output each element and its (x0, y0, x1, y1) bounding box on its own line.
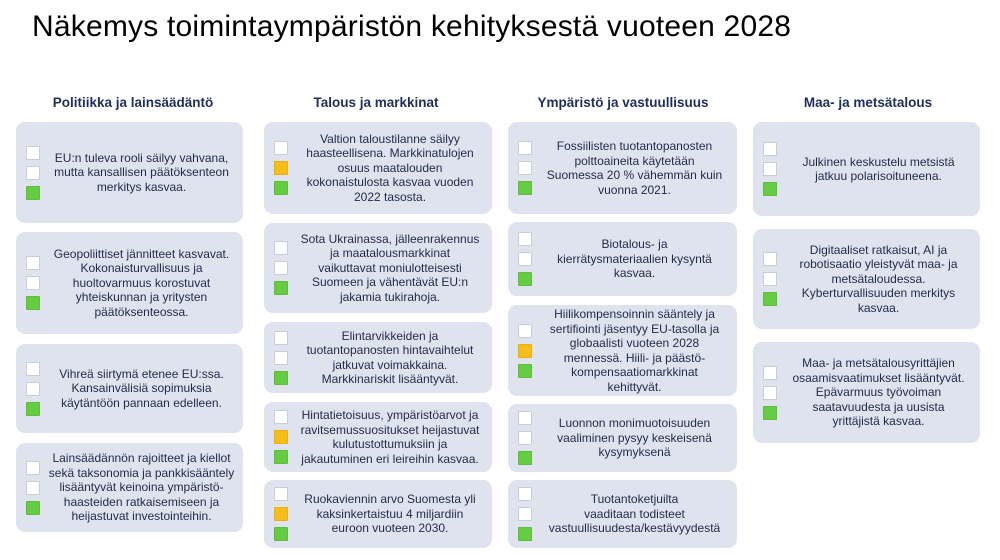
indicator-orange (274, 430, 288, 444)
statement-card (16, 122, 243, 223)
indicator-green (26, 402, 40, 416)
statement-line: globaalisti vuoteen 2028 (569, 336, 700, 350)
indicator-column (518, 480, 532, 548)
statement-line: vaaditaan todisteet (584, 506, 685, 521)
statement-line: Suomessa 20 % vähemmän kuin (546, 168, 723, 182)
statement-line: metsätaloudessa. (831, 271, 926, 286)
statement-line: osuus maatalouden (337, 160, 443, 175)
statement-text (48, 122, 235, 223)
statement-line: euroon vuoteen 2030. (331, 521, 449, 536)
indicator-green (518, 272, 532, 286)
page-title: Näkemys toimintaympäristön kehityksestä vuoteen 2028 (32, 10, 792, 43)
indicator-empty (274, 331, 288, 345)
indicator-empty (518, 232, 532, 246)
column-heading: Ympäristö ja vastuullisuus (537, 95, 709, 110)
statement-card (16, 344, 243, 433)
statement-line: Kyberturvallisuuden merkitys (801, 286, 956, 301)
statement-line: kasvaa. (857, 300, 900, 315)
indicator-empty (518, 141, 532, 155)
statement-text (785, 122, 972, 216)
statement-line: käytäntöön pannaan edelleen. (61, 395, 222, 410)
indicator-column (26, 344, 40, 433)
statement-line: osaamisvaatimukset lisääntyvät. (792, 370, 965, 385)
indicator-empty (274, 241, 288, 255)
indicator-empty (763, 386, 777, 400)
statement-line: Vihreä siirtymä etenee EU:ssa. (59, 366, 224, 381)
statement-line: kasvaa. (613, 266, 656, 281)
statement-line: kokonaistulosta kasvaa vuoden (306, 175, 474, 190)
statement-line: kierrätysmateriaalien kysyntä (557, 251, 712, 266)
indicator-empty (26, 166, 40, 180)
indicator-green (518, 527, 532, 541)
statement-text (785, 229, 972, 329)
statement-card (508, 222, 737, 296)
statement-line: Suomeen ja vähentävät EU:n (311, 275, 469, 290)
statement-line: sekä taksonomia ja pankkisääntely (48, 465, 235, 480)
statement-line: Sota Ukrainassa, jälleenrakennus (300, 231, 480, 246)
indicator-empty (518, 161, 532, 175)
indicator-empty (274, 351, 288, 365)
statement-line: Luonnon monimuotoisuuden (558, 416, 711, 431)
indicator-green (274, 450, 288, 464)
column-heading: Maa- ja metsätalous (803, 95, 933, 110)
indicator-empty (518, 411, 532, 425)
statement-card (508, 404, 737, 472)
statement-line: huoltovarmuus korostuvat (72, 275, 211, 290)
statement-card (508, 122, 737, 214)
statement-line: mutta kansallisen päätöksenteon (54, 165, 229, 180)
statement-card (753, 342, 980, 443)
statement-card (508, 480, 737, 548)
statement-line: Tuotantoketjuilta (590, 492, 679, 507)
statement-card (753, 122, 980, 216)
statement-line: 2022 tasosta. (353, 189, 427, 204)
statement-line: kehittyvät. (607, 379, 662, 394)
indicator-orange (274, 161, 288, 175)
statement-card (264, 122, 492, 214)
indicator-column (26, 443, 40, 532)
statement-line: tuotantopanosten hintavaihtelut (306, 343, 474, 357)
statement-line: Markkinariskit lisääntyvät. (321, 372, 459, 386)
indicator-green (518, 364, 532, 378)
statement-text (540, 480, 729, 548)
statement-line: haasteellisena. Markkinatulojen (306, 146, 474, 161)
statement-text (296, 322, 484, 393)
statement-text (540, 404, 729, 472)
statement-line: merkitys kasvaa. (96, 179, 187, 194)
statement-line: Maa- ja metsätalousyrittäjien (802, 356, 955, 371)
statement-card (16, 232, 243, 334)
statement-line: haasteiden ratkaisemiseen ja (63, 494, 220, 509)
statement-line: kaksinkertaistuu 4 miljardiin (316, 506, 464, 521)
statement-card (508, 305, 737, 396)
indicator-empty (26, 362, 40, 376)
statement-line: yrittäjistä kasvaa. (832, 414, 925, 429)
statement-line: Kokonaisturvallisuus ja (80, 261, 203, 276)
indicator-empty (518, 431, 532, 445)
statement-text (296, 223, 484, 313)
indicator-column (763, 229, 777, 329)
statement-text (296, 402, 484, 472)
indicator-green (763, 292, 777, 306)
indicator-empty (763, 162, 777, 176)
statement-line: mennessä. Hiili- ja päästö- (563, 350, 706, 365)
indicator-column (763, 342, 777, 443)
statement-text (540, 305, 729, 396)
indicator-empty (274, 141, 288, 155)
statement-line: heijastuvat investointeihin. (71, 509, 212, 524)
indicator-column (274, 122, 288, 214)
statement-line: ravitsemussuositukset heijastuvat (300, 422, 480, 437)
indicator-column (26, 232, 40, 334)
indicator-column (274, 223, 288, 313)
statement-card (264, 402, 492, 472)
statement-line: vaikuttavat moniulotteisesti (318, 260, 462, 275)
indicator-empty (274, 261, 288, 275)
indicator-column (763, 122, 777, 216)
statement-line: ja maatalousmarkkinat (329, 246, 451, 261)
statement-line: Fossiilisten tuotantopanosten (556, 139, 713, 153)
indicator-column (518, 305, 532, 396)
statement-line: Elintarvikkeiden ja (341, 328, 439, 343)
indicator-green (274, 281, 288, 295)
indicator-column (274, 402, 288, 472)
indicator-column (274, 322, 288, 393)
statement-line: kysymyksenä (598, 445, 671, 460)
statement-line: lisääntyvät keinoina ympäristö- (59, 480, 224, 495)
statement-line: Ruokaviennin arvo Suomesta yli (304, 492, 476, 507)
statement-line: vastuullisuudesta/kestävyydestä (548, 521, 721, 536)
statement-line: jakamia tukirahoja. (339, 289, 441, 304)
indicator-empty (26, 256, 40, 270)
statement-line: Biotalous- ja (601, 237, 668, 252)
indicator-green (763, 182, 777, 196)
statement-card (16, 443, 243, 532)
statement-line: Geopoliittiset jännitteet kasvavat. (53, 246, 230, 261)
statement-line: sertifiointi jäsentyy EU-tasolla ja (549, 321, 720, 336)
indicator-green (26, 296, 40, 310)
indicator-empty (763, 272, 777, 286)
statement-line: jatkuvat voimakkaina. (332, 357, 448, 372)
indicator-empty (26, 276, 40, 290)
indicator-empty (763, 252, 777, 266)
statement-line: kulutustottumuksiin ja (332, 437, 448, 451)
statement-card (264, 223, 492, 313)
statement-text (296, 480, 484, 548)
column-heading: Politiikka ja lainsäädäntö (52, 95, 214, 110)
statement-text (48, 232, 235, 334)
indicator-empty (274, 487, 288, 501)
statement-card (264, 322, 492, 393)
indicator-column (518, 122, 532, 214)
indicator-empty (26, 382, 40, 396)
statement-line: Julkinen keskustelu metsistä (802, 154, 955, 169)
statement-line: Kansainvälisiä sopimuksia (71, 381, 212, 396)
statement-line: Digitaaliset ratkaisut, AI ja (809, 242, 948, 257)
statement-line: EU:n tuleva rooli säilyy vahvana, (54, 150, 229, 165)
statement-line: Lainsäädännön rajoitteet ja kiellot (52, 451, 231, 466)
statement-text (48, 443, 235, 532)
indicator-green (274, 181, 288, 195)
indicator-green (26, 186, 40, 200)
indicator-green (518, 181, 532, 195)
indicator-empty (26, 146, 40, 160)
indicator-green (518, 451, 532, 465)
statement-line: yhteiskunnan ja yritysten (75, 290, 208, 305)
statement-text (540, 222, 729, 296)
statement-line: Hintatietoisuus, ympäristöarvot ja (301, 408, 479, 422)
statement-line: jatkuu polarisoituneena. (815, 169, 942, 183)
indicator-green (274, 527, 288, 541)
statement-card (264, 480, 492, 548)
indicator-empty (26, 481, 40, 495)
indicator-green (26, 501, 40, 515)
statement-line: vuonna 2021. (598, 182, 671, 197)
statement-text (785, 342, 972, 443)
indicator-empty (518, 507, 532, 521)
indicator-orange (518, 344, 532, 358)
statement-text (48, 344, 235, 433)
statement-line: päätöksenteossa. (94, 304, 189, 319)
indicator-empty (518, 252, 532, 266)
indicator-empty (763, 366, 777, 380)
statement-text (296, 122, 484, 214)
statement-card (753, 229, 980, 329)
indicator-green (274, 371, 288, 385)
statement-line: robotisaatio yleistyvät maa- ja (799, 257, 958, 272)
indicator-orange (274, 507, 288, 521)
indicator-empty (274, 410, 288, 424)
indicator-column (518, 404, 532, 472)
statement-line: Hiilikompensoinnin sääntely ja (554, 307, 715, 321)
column-heading: Talous ja markkinat (313, 95, 439, 110)
indicator-column (26, 122, 40, 223)
statement-line: jakautuminen eri leireihin kasvaa. (301, 451, 479, 466)
statement-line: Valtion taloustilanne säilyy (320, 131, 460, 146)
indicator-empty (26, 461, 40, 475)
indicator-empty (518, 487, 532, 501)
indicator-empty (518, 324, 532, 338)
statement-line: polttoaineita käytetään (574, 153, 695, 168)
statement-text (540, 122, 729, 214)
statement-line: kompensaatiomarkkinat (571, 365, 698, 379)
statement-line: saatavuudesta ja uusista (812, 399, 945, 414)
indicator-column (518, 222, 532, 296)
indicator-column (274, 480, 288, 548)
indicator-empty (763, 142, 777, 156)
statement-line: Epävarmuus työvoiman (815, 385, 942, 400)
indicator-green (763, 406, 777, 420)
statement-line: vaaliminen pysyy keskeisenä (557, 430, 712, 445)
